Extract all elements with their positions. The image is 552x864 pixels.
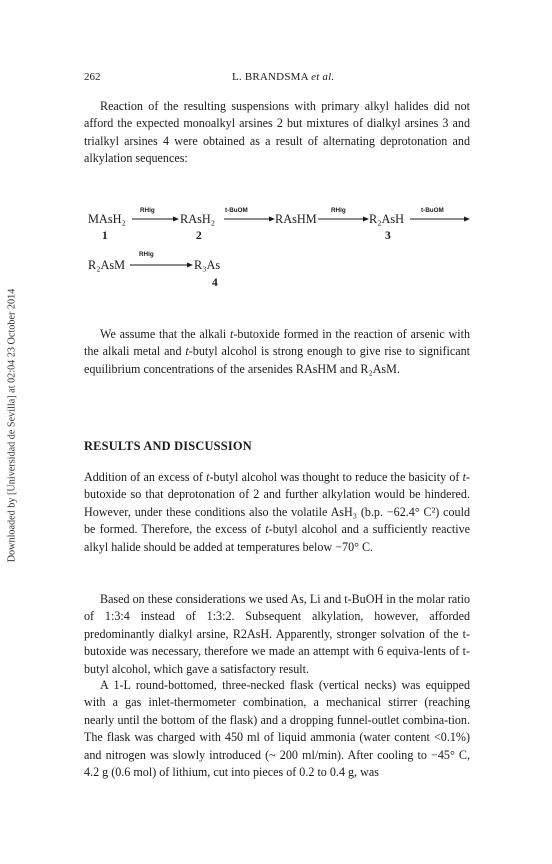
formula-r3as: R₃As bbox=[194, 258, 221, 272]
compound-number-3: 3 bbox=[385, 230, 391, 242]
formula-r2asm: R₂AsM bbox=[88, 258, 126, 272]
running-head-author: L. BRANDSMA bbox=[232, 71, 309, 83]
reagent-rhlg-1: RHlg bbox=[140, 207, 155, 214]
paragraph-assumption bbox=[84, 326, 470, 378]
running-head-et-al: et al. bbox=[311, 71, 335, 83]
download-watermark: Downloaded by [Universidad de Sevilla] at 02:04 23 October 2014 bbox=[6, 288, 18, 563]
compound-number-4: 4 bbox=[212, 277, 218, 289]
paragraph-excess-text-1: Addition of an excess of bbox=[84, 470, 207, 484]
paragraph-procedure: A 1-L round-bottomed, three-necked flask (vertical necks) was equipped with a gas inlet-thermometer combination, a mechanical stirrer (reaching nearly until the bottom of the flask) and a dropping funnel-outlet combina-tion. The flask was charged with 450 ml of liquid ammonia (water content <0.1%) and nitrogen was slowly introduced (~ 200 ml/min). After cooling to −45° C, 4.2 g (0.6 mol) of lithium, cut into pieces of 0.2 to 0.4 g, was bbox=[84, 678, 470, 780]
section-heading: RESULTS AND DISCUSSION bbox=[84, 439, 252, 453]
paragraph-molar-ratio: Based on these considerations we used As, Li and t-BuOH in the molar ratio of 1:3:4 instead of 1:3:2. Subsequent alkylation, however, afforded predominantly dialkyl arsine, R2AsH. Apparently, stronger solvation of the t-butoxide was necessary, therefore we made an attempt with 6 equiva-lents of t-butyl alcohol, which gave a satisfactory result. bbox=[84, 592, 470, 676]
compound-number-2: 2 bbox=[196, 230, 202, 242]
running-head bbox=[232, 71, 334, 83]
paragraph-excess-text-4: -butyl alcohol and a sufficiently reactive alkyl halide should be added at temperatures below −70° C. bbox=[84, 522, 470, 554]
paragraph-reaction-intro: Reaction of the resulting suspensions with primary alkyl halides did not afford the expected monoalkyl arsines 2 but mixtures of dialkyl arsines 3 and trialkyl arsines 4 were obtained as a result of alternating deprotonation and alkylation sequences: bbox=[84, 99, 470, 166]
formula-rash2: RAsH₂ bbox=[180, 212, 216, 226]
reagent-tbuom-1: t-BuOM bbox=[225, 207, 248, 214]
italic-t-4: t bbox=[462, 470, 466, 484]
reaction-scheme bbox=[84, 200, 484, 300]
paragraph-assumption-text-1: We assume that the alkali bbox=[100, 327, 231, 341]
paragraph-assumption-text-3: -butyl alcohol is strong enough to give rise to significant equilibrium concentrations of the arsenides RAsHM and R₂AsM. bbox=[84, 344, 470, 376]
reagent-rhlg-2: RHlg bbox=[331, 207, 346, 214]
reaction-scheme-svg bbox=[84, 200, 484, 300]
formula-rashm: RAsHM bbox=[275, 212, 317, 226]
paragraph-excess-text-2: -butyl alcohol was thought to reduce the basicity of bbox=[209, 470, 463, 484]
formula-mash2: MAsH₂ bbox=[88, 212, 126, 226]
paragraph-assumption-text-2: -butoxide formed in the reaction of arsenic with the alkali metal and bbox=[84, 327, 470, 359]
italic-t-2: t bbox=[185, 344, 189, 359]
arrow-head-4 bbox=[464, 217, 470, 222]
arrow-head-5 bbox=[187, 263, 193, 268]
paragraph-excess-alcohol bbox=[84, 469, 470, 556]
arrow-head-1 bbox=[173, 217, 179, 222]
reagent-tbuom-2: t-BuOM bbox=[421, 207, 444, 214]
italic-t-1: t bbox=[230, 327, 234, 341]
formula-r2ash: R₂AsH bbox=[369, 212, 405, 226]
paragraph-excess-text-3: -butoxide so that deprotonation of 2 and further alkylation would be hindered. However, under these conditions also the volatile AsH₃ (b.p. −62.4° C²) could be formed. Therefore, the excess of bbox=[84, 470, 470, 537]
italic-t-5: t bbox=[265, 522, 269, 537]
compound-number-1: 1 bbox=[102, 230, 108, 242]
page-number: 262 bbox=[84, 71, 101, 83]
italic-t-3: t bbox=[206, 470, 210, 484]
reagent-rhlg-3: RHlg bbox=[139, 251, 154, 258]
